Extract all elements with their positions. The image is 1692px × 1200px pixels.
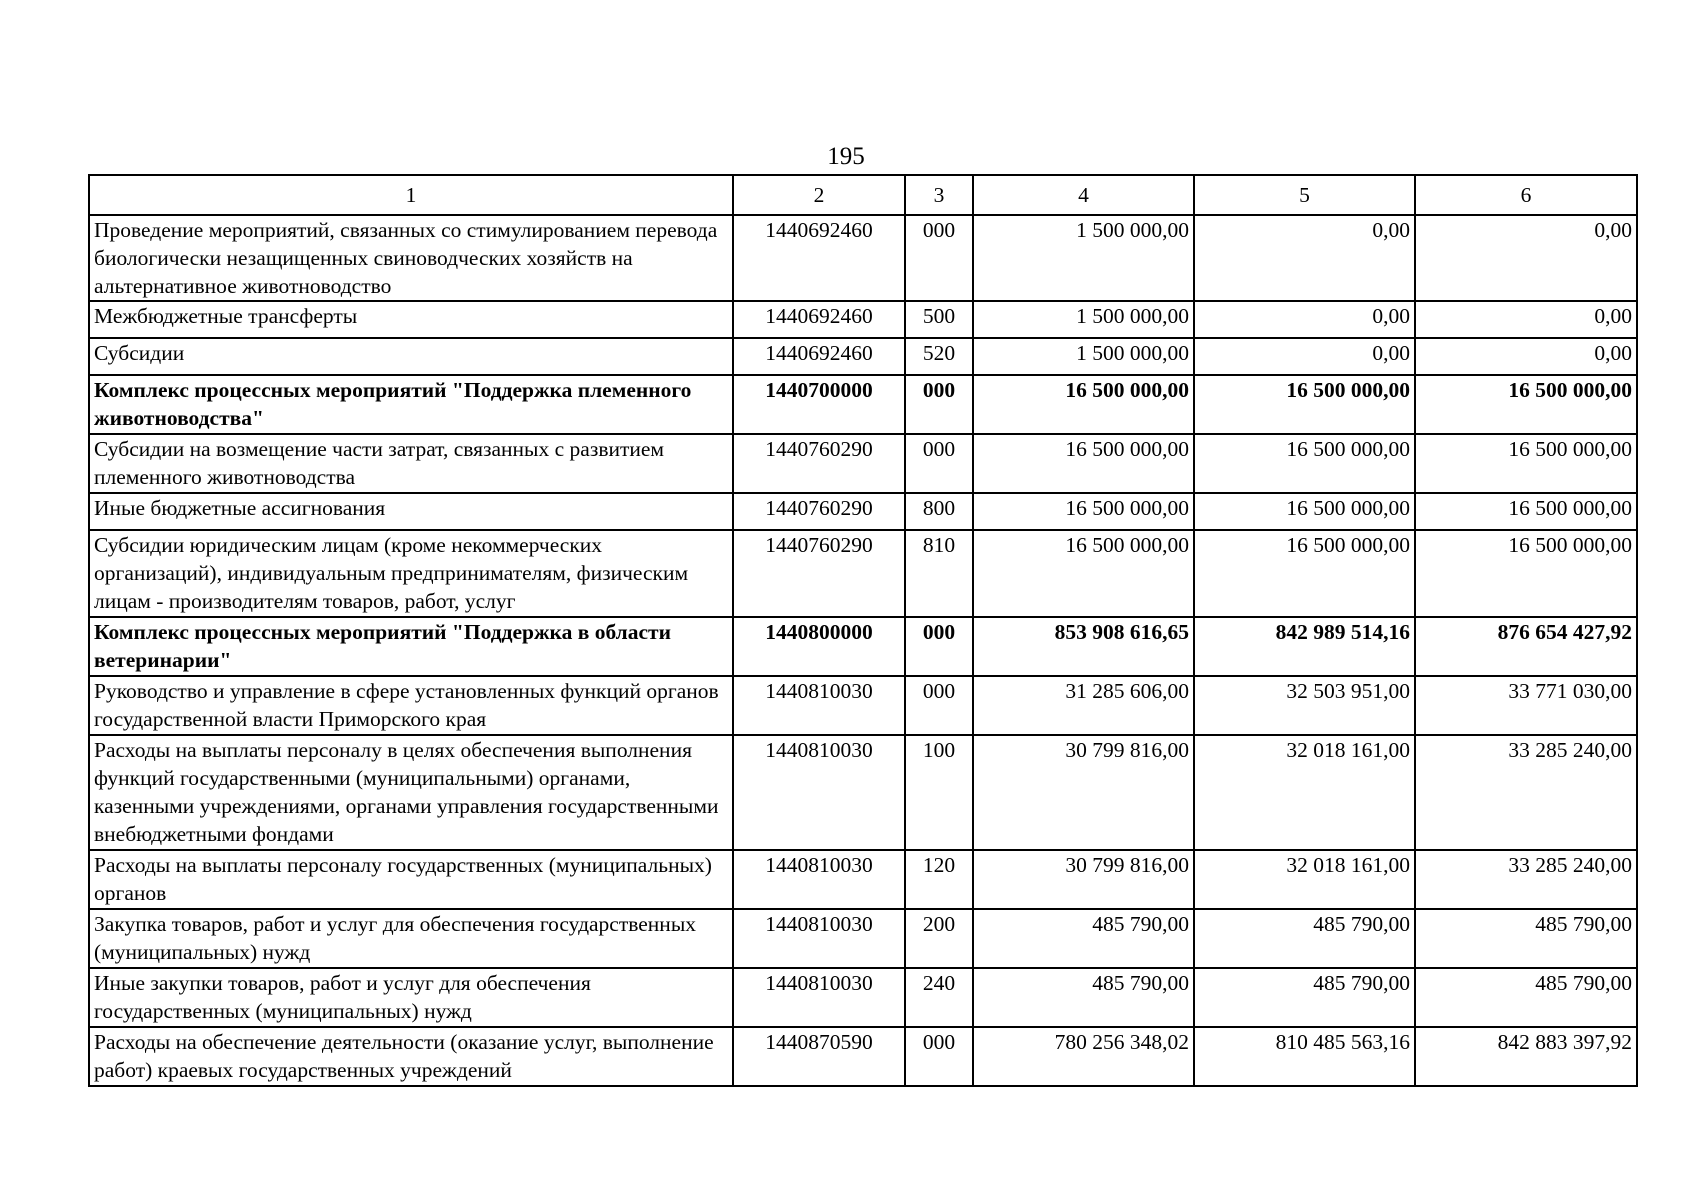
row-name: Комплекс процессных мероприятий "Поддержка племенного животноводства"	[89, 375, 733, 434]
row-value-4: 16 500 000,00	[973, 530, 1194, 617]
row-value-5: 485 790,00	[1194, 909, 1415, 968]
row-type: 000	[905, 1027, 973, 1086]
table-row	[89, 676, 1637, 735]
row-code: 1440810030	[733, 909, 905, 968]
row-code: 1440700000	[733, 375, 905, 434]
row-value-5: 810 485 563,16	[1194, 1027, 1415, 1086]
row-value-6: 0,00	[1415, 215, 1637, 301]
row-type: 500	[905, 301, 973, 338]
header-col-5: 5	[1194, 175, 1415, 215]
row-value-5: 0,00	[1194, 338, 1415, 375]
table-row	[89, 530, 1637, 617]
row-code: 1440760290	[733, 530, 905, 617]
row-value-5: 16 500 000,00	[1194, 530, 1415, 617]
row-value-5: 16 500 000,00	[1194, 493, 1415, 530]
row-value-6: 16 500 000,00	[1415, 434, 1637, 493]
row-name: Руководство и управление в сфере установленных функций органов государственной власти Приморского края	[89, 676, 733, 735]
row-value-6: 876 654 427,92	[1415, 617, 1637, 676]
row-name: Субсидии на возмещение части затрат, связанных с развитием племенного животноводства	[89, 434, 733, 493]
row-name: Иные закупки товаров, работ и услуг для обеспечения государственных (муниципальных) нужд	[89, 968, 733, 1027]
row-value-4: 16 500 000,00	[973, 375, 1194, 434]
row-value-4: 1 500 000,00	[973, 338, 1194, 375]
row-value-5: 0,00	[1194, 301, 1415, 338]
table-header-row	[89, 175, 1637, 215]
budget-table	[88, 174, 1638, 1087]
row-code: 1440810030	[733, 850, 905, 909]
row-type: 810	[905, 530, 973, 617]
row-value-5: 0,00	[1194, 215, 1415, 301]
row-name: Комплекс процессных мероприятий "Поддержка в области ветеринарии"	[89, 617, 733, 676]
row-code: 1440692460	[733, 215, 905, 301]
row-code: 1440692460	[733, 301, 905, 338]
row-type: 000	[905, 215, 973, 301]
row-code: 1440760290	[733, 493, 905, 530]
row-type: 000	[905, 434, 973, 493]
row-name: Расходы на обеспечение деятельности (оказание услуг, выполнение работ) краевых государственных учреждений	[89, 1027, 733, 1086]
row-type: 100	[905, 735, 973, 850]
table-row	[89, 735, 1637, 850]
row-type: 000	[905, 617, 973, 676]
row-value-5: 32 018 161,00	[1194, 735, 1415, 850]
row-name: Расходы на выплаты персоналу государственных (муниципальных) органов	[89, 850, 733, 909]
row-type: 200	[905, 909, 973, 968]
row-value-4: 485 790,00	[973, 909, 1194, 968]
row-value-6: 33 285 240,00	[1415, 735, 1637, 850]
row-value-6: 0,00	[1415, 301, 1637, 338]
row-code: 1440810030	[733, 676, 905, 735]
row-name: Межбюджетные трансферты	[89, 301, 733, 338]
row-value-4: 1 500 000,00	[973, 215, 1194, 301]
header-col-2: 2	[733, 175, 905, 215]
row-value-4: 853 908 616,65	[973, 617, 1194, 676]
row-value-4: 30 799 816,00	[973, 735, 1194, 850]
row-type: 000	[905, 676, 973, 735]
table-row	[89, 338, 1637, 375]
row-value-5: 32 503 951,00	[1194, 676, 1415, 735]
row-value-6: 33 771 030,00	[1415, 676, 1637, 735]
table-row	[89, 617, 1637, 676]
row-type: 520	[905, 338, 973, 375]
row-value-5: 485 790,00	[1194, 968, 1415, 1027]
header-col-6: 6	[1415, 175, 1637, 215]
table-row	[89, 375, 1637, 434]
page-number: 195	[827, 143, 865, 170]
row-value-6: 485 790,00	[1415, 909, 1637, 968]
row-value-6: 33 285 240,00	[1415, 850, 1637, 909]
row-name: Иные бюджетные ассигнования	[89, 493, 733, 530]
row-value-4: 31 285 606,00	[973, 676, 1194, 735]
header-col-4: 4	[973, 175, 1194, 215]
row-value-6: 842 883 397,92	[1415, 1027, 1637, 1086]
row-value-6: 0,00	[1415, 338, 1637, 375]
table-row	[89, 301, 1637, 338]
row-code: 1440760290	[733, 434, 905, 493]
row-name: Субсидии юридическим лицам (кроме некоммерческих организаций), индивидуальным предпринимателям, физическим лицам - производителям товаров, работ, услуг	[89, 530, 733, 617]
row-value-4: 1 500 000,00	[973, 301, 1194, 338]
row-name: Субсидии	[89, 338, 733, 375]
table-row	[89, 968, 1637, 1027]
row-value-6: 16 500 000,00	[1415, 375, 1637, 434]
row-name: Расходы на выплаты персоналу в целях обеспечения выполнения функций государственными (муниципальными) органами, казенными учреждениями, органами управления государственными внебюджетными фондами	[89, 735, 733, 850]
row-value-4: 16 500 000,00	[973, 434, 1194, 493]
table-row	[89, 493, 1637, 530]
row-code: 1440692460	[733, 338, 905, 375]
row-name: Проведение мероприятий, связанных со стимулированием перевода биологически незащищенных свиноводческих хозяйств на альтернативное животноводство	[89, 215, 733, 301]
row-type: 120	[905, 850, 973, 909]
row-code: 1440870590	[733, 1027, 905, 1086]
row-type: 000	[905, 375, 973, 434]
row-code: 1440810030	[733, 735, 905, 850]
row-value-5: 16 500 000,00	[1194, 434, 1415, 493]
row-value-5: 842 989 514,16	[1194, 617, 1415, 676]
header-col-1: 1	[89, 175, 733, 215]
row-value-6: 485 790,00	[1415, 968, 1637, 1027]
row-value-4: 485 790,00	[973, 968, 1194, 1027]
row-value-5: 16 500 000,00	[1194, 375, 1415, 434]
row-value-6: 16 500 000,00	[1415, 493, 1637, 530]
table-row	[89, 434, 1637, 493]
table-row	[89, 909, 1637, 968]
row-code: 1440800000	[733, 617, 905, 676]
row-value-5: 32 018 161,00	[1194, 850, 1415, 909]
table-row	[89, 850, 1637, 909]
row-code: 1440810030	[733, 968, 905, 1027]
header-col-3: 3	[905, 175, 973, 215]
row-value-6: 16 500 000,00	[1415, 530, 1637, 617]
row-value-4: 16 500 000,00	[973, 493, 1194, 530]
row-name: Закупка товаров, работ и услуг для обеспечения государственных (муниципальных) нужд	[89, 909, 733, 968]
row-type: 800	[905, 493, 973, 530]
row-type: 240	[905, 968, 973, 1027]
row-value-4: 30 799 816,00	[973, 850, 1194, 909]
row-value-4: 780 256 348,02	[973, 1027, 1194, 1086]
table-row	[89, 1027, 1637, 1086]
table-body	[89, 215, 1637, 1086]
table-row	[89, 215, 1637, 301]
